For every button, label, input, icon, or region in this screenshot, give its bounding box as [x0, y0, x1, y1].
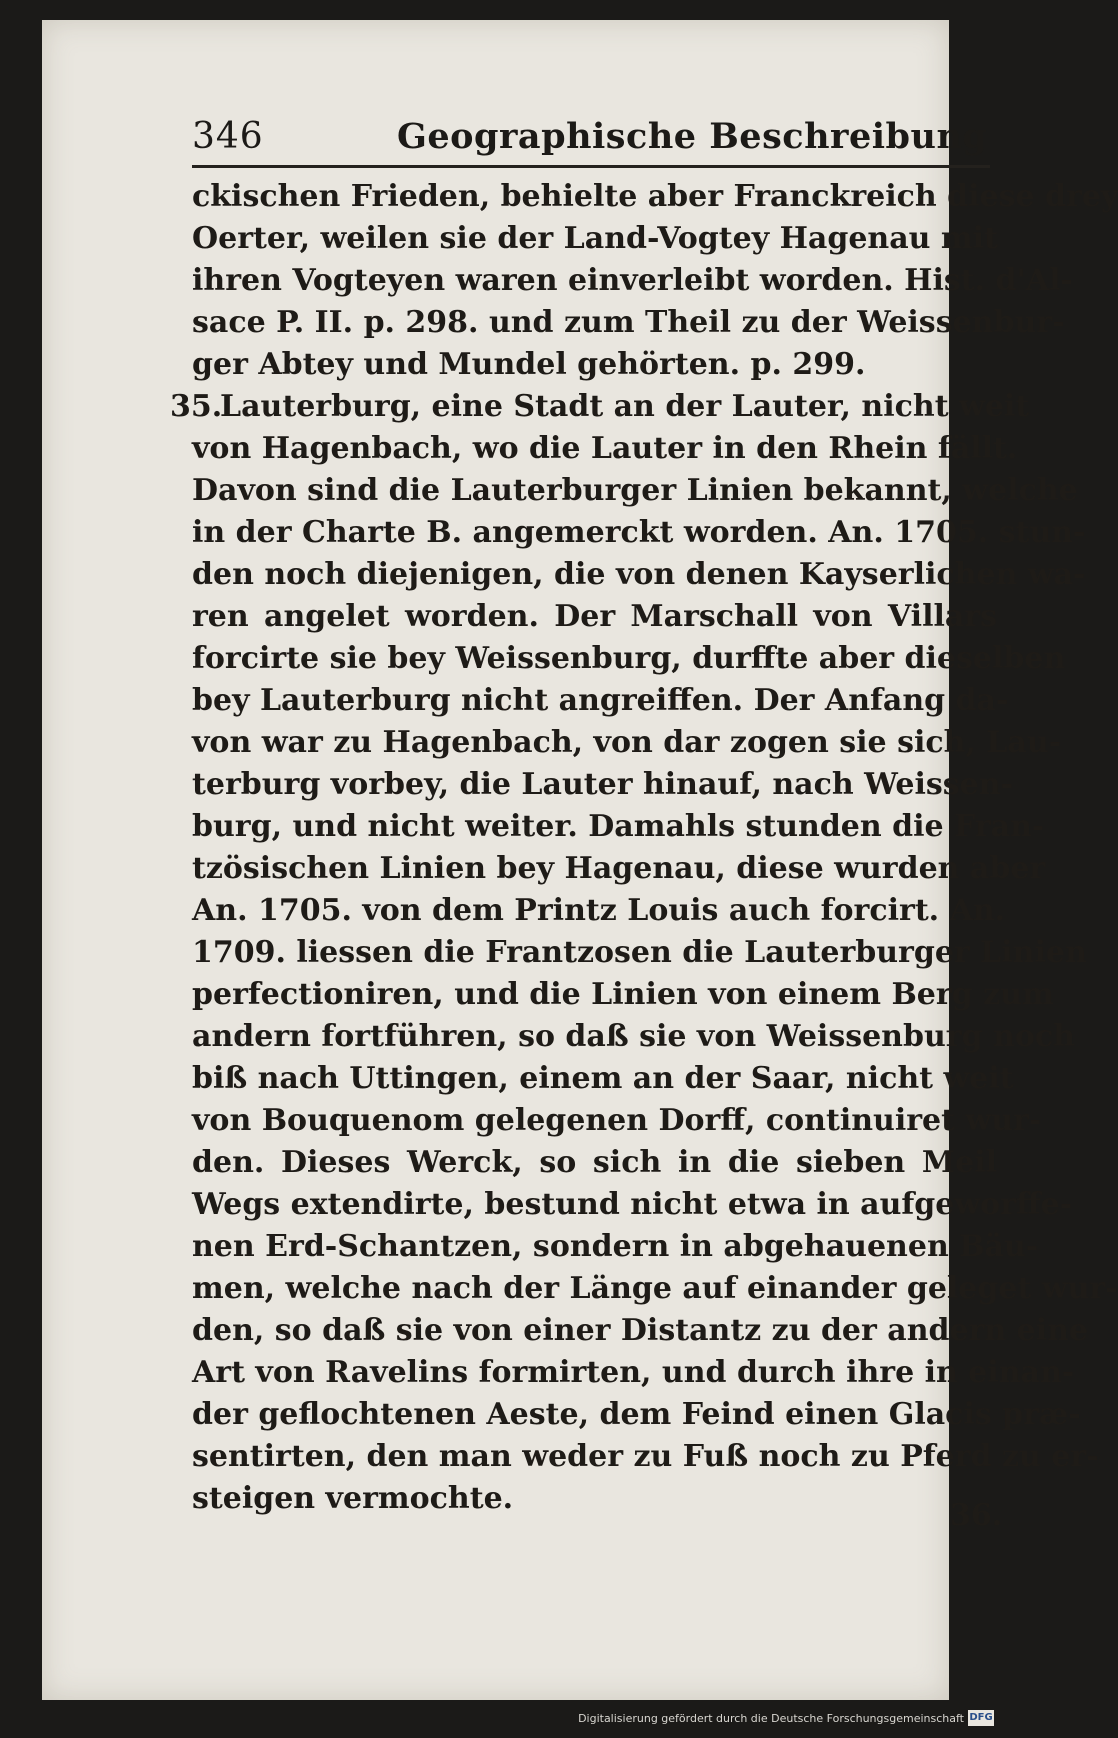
text-line: perfectioniren, und die Linien von einem Berg zum [192, 977, 1054, 1012]
footer-credit: Digitalisierung gefördert durch die Deutsche Forschungsgemeinschaft [578, 1712, 964, 1725]
text-line: Art von Ravelins formirten, und durch ihre in einan- [192, 1355, 1075, 1390]
text-line: sace P. II. p. 298. und zum Theil zu der Weissenbur- [192, 305, 1065, 340]
text-line: ren angelet worden. Der Marschall von Villars [192, 599, 997, 634]
text-line: von war zu Hagenbach, von dar zogen sie sich, Lau- [192, 725, 1062, 760]
entry-number: 35. [170, 389, 223, 424]
text-line: von Bouquenom gelegenen Dorff, continuiret wur- [192, 1103, 1042, 1138]
text-line: den noch diejenigen, die von denen Kayserlichen wa- [192, 557, 1086, 592]
page-number: 346 [192, 116, 264, 157]
text-line: forcirte sie bey Weissenburg, durffte aber dieselben [192, 641, 1066, 676]
text-line: der geflochtenen Aeste, dem Feind einen Glacis præ- [192, 1397, 1081, 1432]
text-line: den, so daß sie von einer Distantz zu der andern eine [192, 1313, 1089, 1348]
text-line: andern fortführen, so daß sie von Weissenburg noch [192, 1019, 1075, 1054]
header-rule [192, 165, 990, 168]
text-line: in der Charte B. angemerckt worden. An. 1705. stun- [192, 515, 1086, 550]
text-line: ger Abtey und Mundel gehörten. p. 299. [192, 347, 866, 382]
text-line: Wegs extendirte, bestund nicht etwa in aufgeworffe- [192, 1187, 1073, 1222]
running-title: Geographische Beschreibung [397, 116, 988, 157]
text-line: tzösischen Linien bey Hagenau, diese wurden aber [192, 851, 1046, 886]
book-page [42, 20, 1118, 1700]
text-line: ihren Vogteyen waren einverleibt worden. Hist. d'Al- [192, 263, 1073, 298]
text-line: men, welche nach der Länge auf einander geleget wur- [192, 1271, 1118, 1306]
text-line: burg, und nicht weiter. Damahls stunden die Fran- [192, 809, 1045, 844]
body-text [170, 176, 1118, 1520]
text-line: terburg vorbey, die Lauter hinauf, nach Weissen- [192, 767, 1014, 802]
text-line: Davon sind die Lauterburger Linien bekannt, welche [192, 473, 1078, 508]
text-line: Lauterburg, eine Stadt an der Lauter, nicht weit [220, 389, 1030, 424]
text-line: ckischen Frieden, behielte aber Franckreich diese drey [192, 179, 1118, 214]
text-line: bey Lauterburg nicht angreiffen. Der Anfang da- [192, 683, 1009, 718]
text-line: Oerter, weilen sie der Land-Vogtey Hagenau mit [192, 221, 998, 256]
catchword: 36. [950, 1498, 1003, 1533]
text-line: nen Erd-Schantzen, sondern in abgehauenen Bäu- [192, 1229, 1039, 1264]
running-head [192, 116, 992, 166]
footer-bar [0, 1700, 1000, 1738]
text-line: den. Dieses Werck, so sich in die sieben Meil [192, 1145, 997, 1180]
text-line: von Hagenbach, wo die Lauter in den Rhein fällt. [192, 431, 1018, 466]
text-line: steigen vermochte. [192, 1481, 514, 1516]
text-line: biß nach Uttingen, einem an der Saar, nicht weit [192, 1061, 1014, 1096]
text-line: An. 1705. von dem Printz Louis auch forcirt. An. [192, 893, 1006, 928]
dfg-logo-icon: DFG [968, 1710, 994, 1726]
text-line: 1709. liessen die Frantzosen die Lauterburger Linien [192, 935, 1087, 970]
text-line: sentirten, den man weder zu Fuß noch zu Pferd zu er- [192, 1439, 1099, 1474]
entry-first-line [170, 386, 1030, 428]
